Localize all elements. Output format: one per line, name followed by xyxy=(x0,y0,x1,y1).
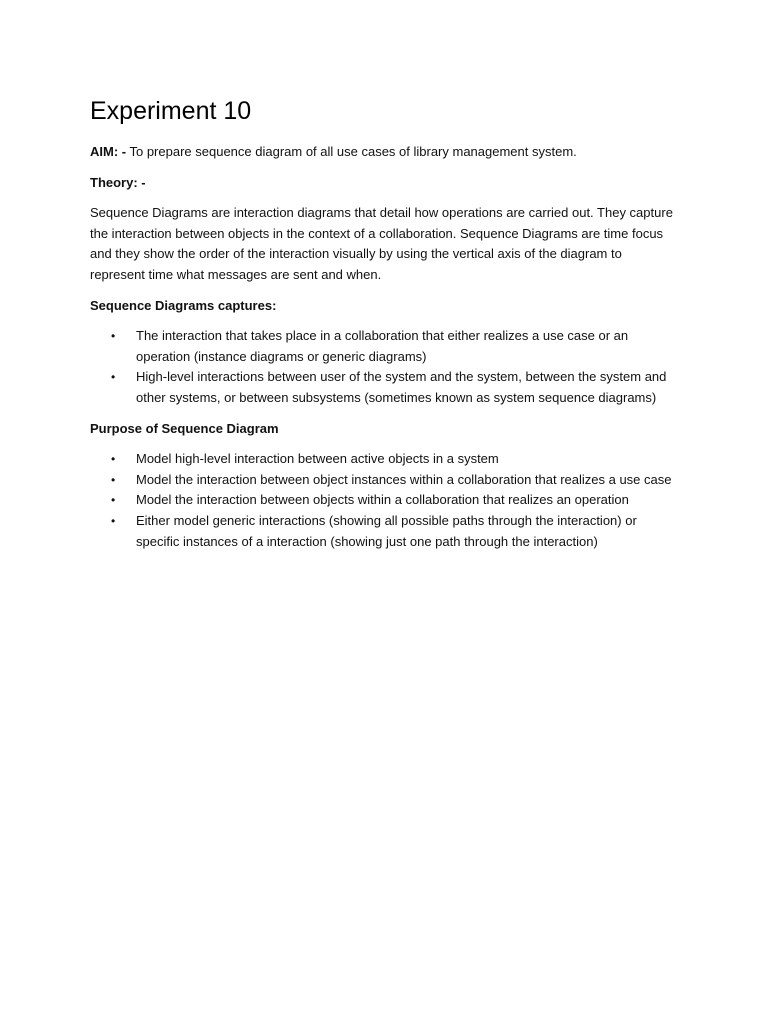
list-item-text: The interaction that takes place in a collaboration that either realizes a use case or an operation (instance diagrams or generic diagrams) xyxy=(136,328,629,364)
page-title: Experiment 10 xyxy=(90,97,252,125)
list-item-text: Model the interaction between objects within a collaboration that realizes an operation xyxy=(136,492,629,508)
theory-paragraph xyxy=(90,173,678,194)
list-item-text: Model high-level interaction between active objects in a system xyxy=(136,451,499,467)
aim-label: AIM: - xyxy=(90,144,127,159)
list-item xyxy=(90,367,678,408)
purpose-heading: Purpose of Sequence Diagram xyxy=(90,420,279,436)
list-item-text: Model the interaction between object instances within a collaboration that realizes a use case xyxy=(136,471,672,487)
bullet-icon: • xyxy=(111,370,116,385)
list-item xyxy=(90,470,678,491)
aim-paragraph xyxy=(90,142,678,163)
list-item xyxy=(90,449,678,470)
bullet-icon: • xyxy=(111,513,116,528)
captures-heading: Sequence Diagrams captures: xyxy=(90,297,277,313)
aim-text: To prepare sequence diagram of all use cases of library management system. xyxy=(126,144,577,159)
list-item-text: Either model generic interactions (showing all possible paths through the interaction) or specific instances of a interaction (showing just one path through the interaction) xyxy=(136,512,637,549)
bullet-icon: • xyxy=(111,452,116,467)
bullet-icon: • xyxy=(111,472,116,487)
list-item xyxy=(90,490,678,511)
intro-paragraph: Sequence Diagrams are interaction diagrams that detail how operations are carried out. They capture the interaction between objects in the context of a collaboration. Sequence Diagrams are time focus and they show the order of the interaction visually by using the vertical axis of the diagram to represent time what messages are sent and when. xyxy=(90,205,673,282)
theory-label: Theory: - xyxy=(90,174,146,190)
list-item xyxy=(90,511,678,552)
bullet-icon: • xyxy=(111,493,116,508)
list-item-text: High-level interactions between user of the system and the system, between the system and other systems, or between subsystems (sometimes known as system sequence diagrams) xyxy=(136,369,667,405)
list-item xyxy=(90,326,678,367)
purpose-list xyxy=(90,449,678,552)
bullet-icon: • xyxy=(111,329,116,344)
captures-list xyxy=(90,326,678,408)
